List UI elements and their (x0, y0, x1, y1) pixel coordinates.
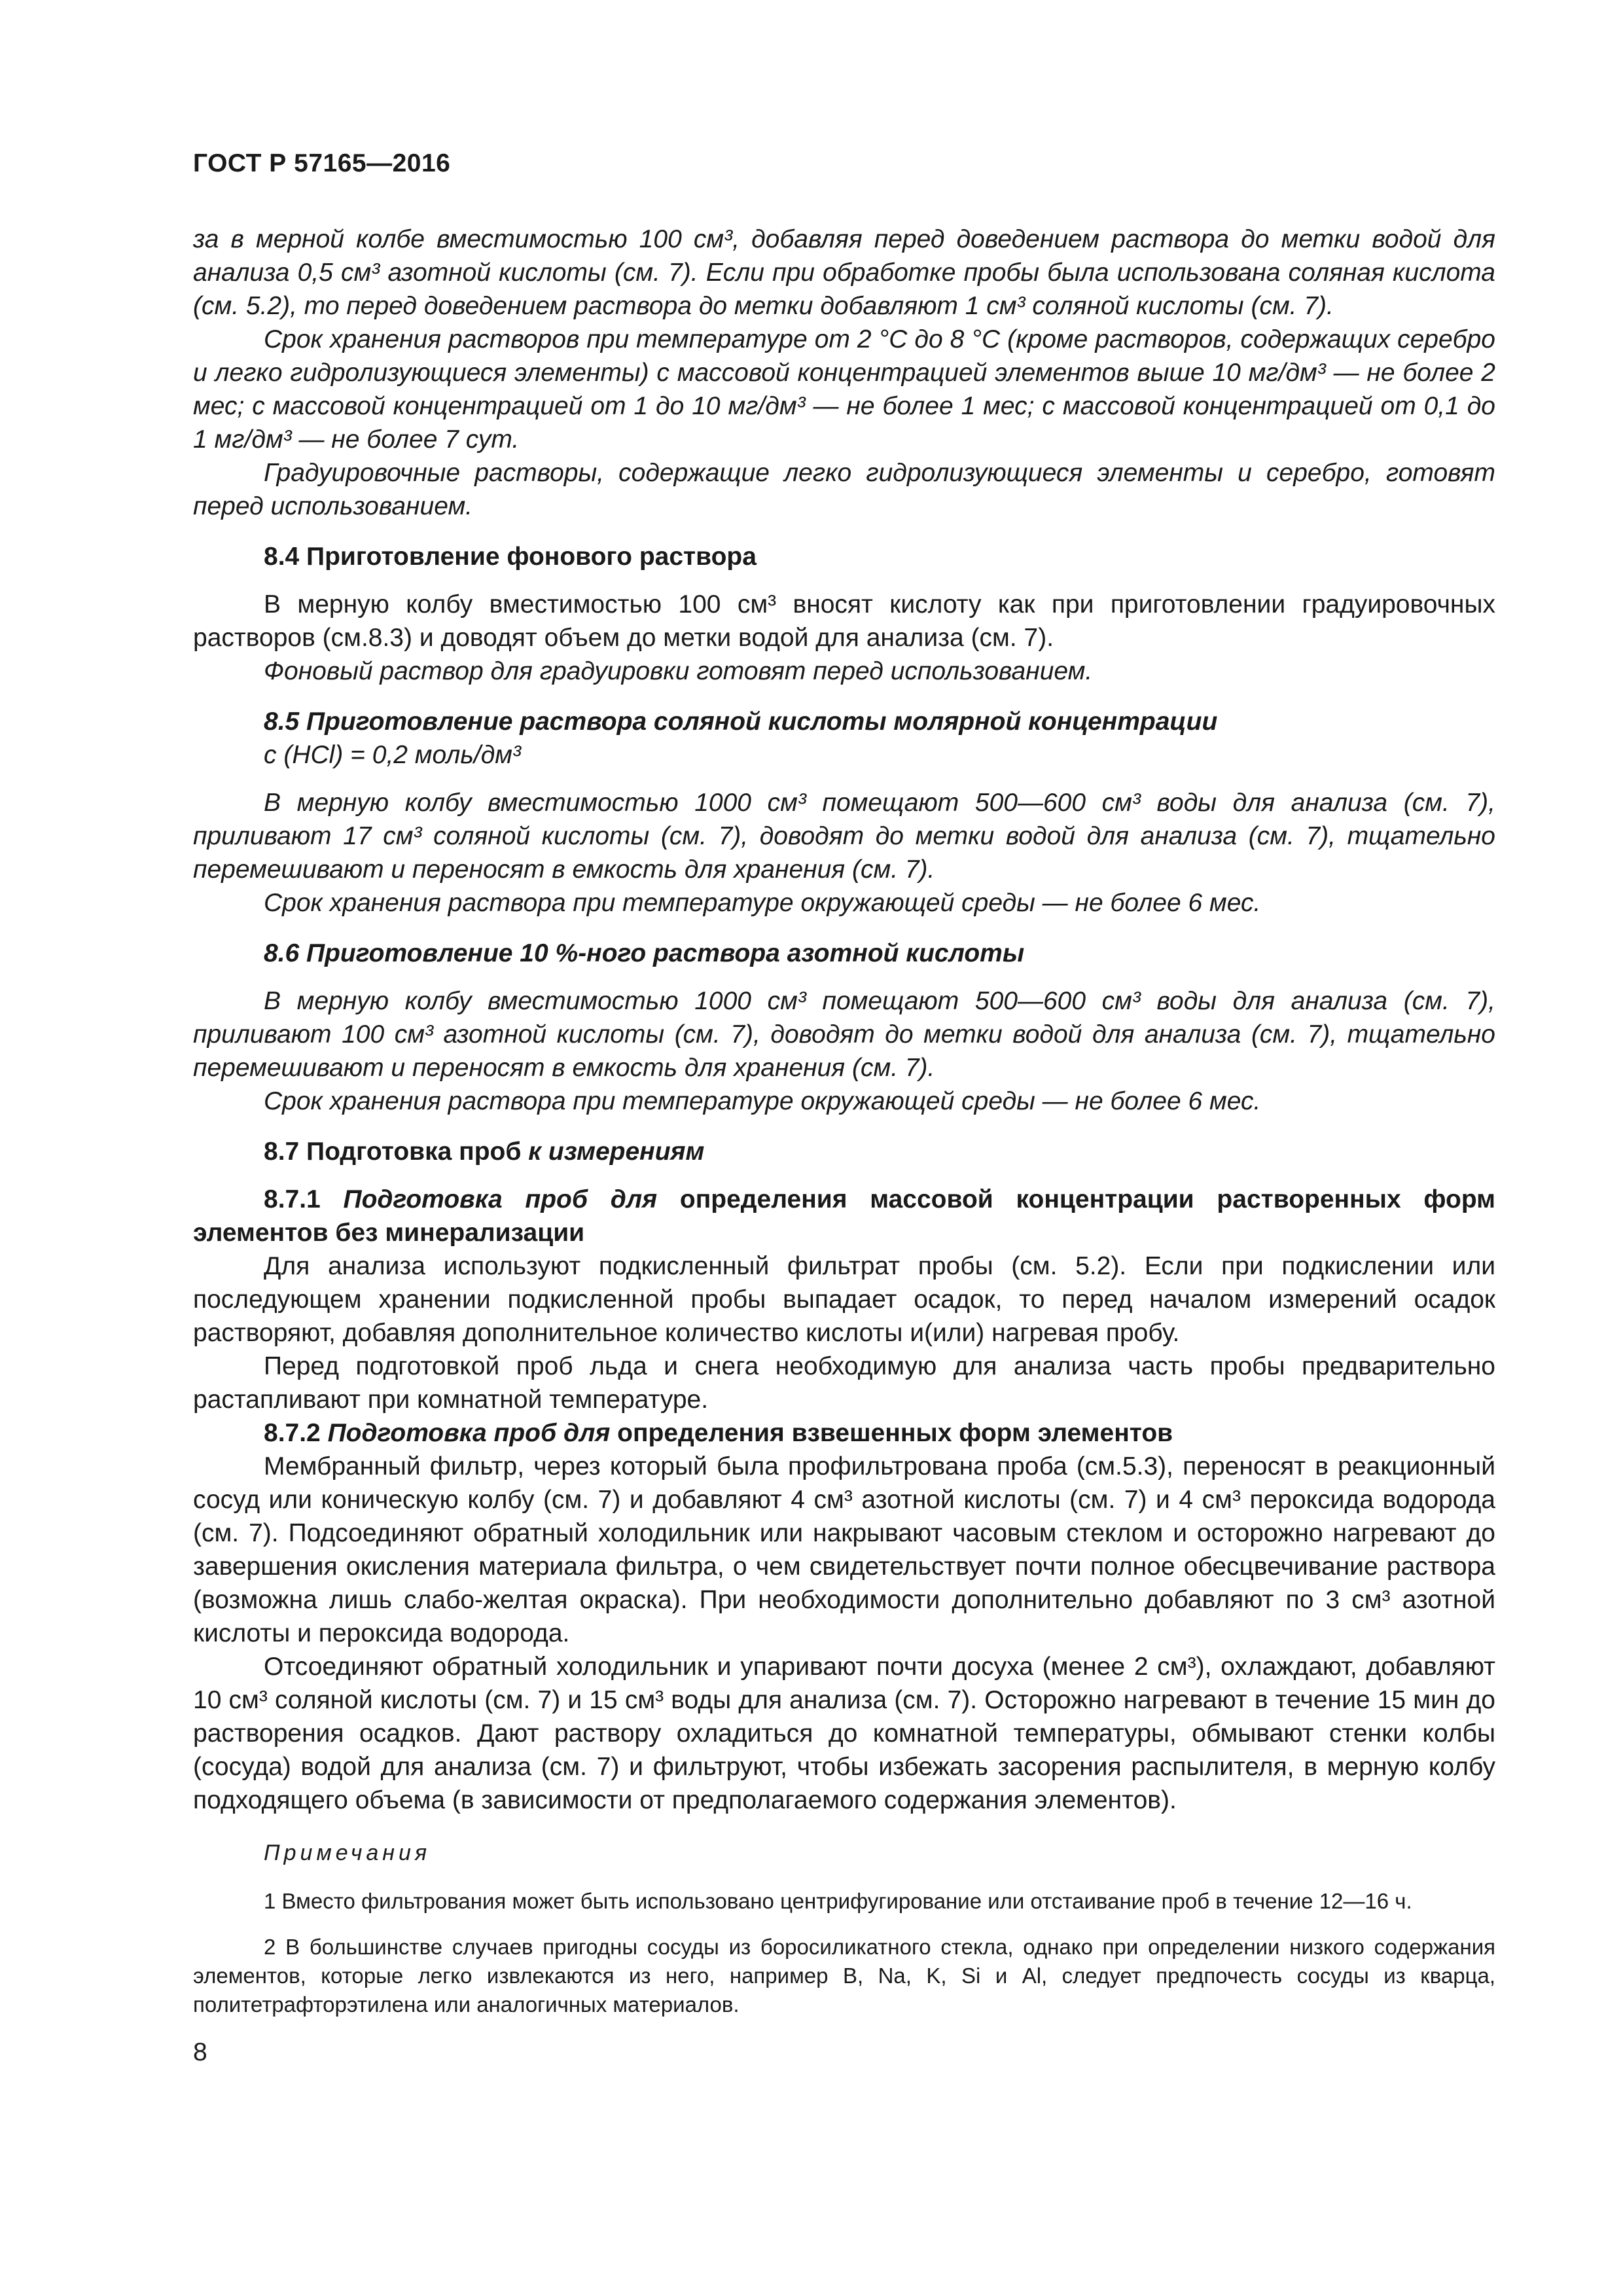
section-heading-8-6: 8.6 Приготовление 10 %-ного раствора азотной кислоты (264, 939, 1025, 967)
paragraph: В мерную колбу вместимостью 1000 см³ помещают 500—600 см³ воды для анализа (см. 7), приливают 17 см³ соляной кислоты (см. 7), доводят до метки водой для анализа (см. 7), тщательно перемешивают и переносят в емкость для хранения (см. 7). (193, 789, 1495, 884)
section-heading-8-4: 8.4 Приготовление фонового раствора (264, 543, 757, 571)
subsection-rest: определения массовой концентрации растворенных форм элементов без минерализации (193, 1185, 1496, 1247)
section-heading-8-7 (193, 1135, 1495, 1168)
notes-title: Примечания (264, 1840, 431, 1865)
subsection-heading-8-7-2 (193, 1416, 1495, 1450)
document-header: ГОСТ Р 57165—2016 (193, 149, 451, 177)
paragraph: Перед подготовкой проб льда и снега необходимую для анализа часть пробы предварительно растапливают при комнатной температуре. (193, 1352, 1495, 1414)
subsection-rest: определения взвешенных форм элементов (610, 1419, 1173, 1447)
page-number: 8 (193, 2038, 207, 2066)
paragraph: Срок хранения растворов при температуре от 2 °С до 8 °С (кроме растворов, содержащих серебро и легко гидролизующиеся элементы) с массовой концентрацией элементов выше 10 мг/дм³ — не более 2 мес; с массовой концентрацией от 1 до 10 мг/дм³ — не более 1 мес; с массовой концентрацией от 0,1 до 1 мг/дм³ — не более 7 сут. (193, 325, 1495, 454)
subsection-italic: Подготовка проб для (327, 1419, 611, 1447)
paragraph: Для анализа используют подкисленный фильтрат пробы (см. 5.2). Если при подкислении или последующем хранении подкисленной пробы выпадает осадок, то перед началом измерений осадок растворяют, добавляя дополнительное количество кислоты и(или) нагревая пробу. (193, 1252, 1495, 1347)
page-content (193, 223, 1495, 2019)
paragraph: В мерную колбу вместимостью 100 см³ вносят кислоту как при приготовлении градуировочных растворов (см.8.3) и доводят объем до метки водой для анализа (см. 7). (193, 590, 1495, 652)
paragraph: Срок хранения раствора при температуре окружающей среды — не более 6 мес. (264, 1087, 1261, 1115)
paragraph: В мерную колбу вместимостью 1000 см³ помещают 500—600 см³ воды для анализа (см. 7), приливают 100 см³ азотной кислоты (см. 7), доводят до метки водой для анализа (см. 7), тщательно перемешивают и переносят в емкость для хранения (см. 7). (193, 987, 1495, 1082)
paragraph: за в мерной колбе вместимостью 100 см³, добавляя перед доведением раствора до метки водой для анализа 0,5 см³ азотной кислоты (см. 7). Если при обработке пробы была использована соляная кислота (см. 5.2), то перед доведением раствора до метки добавляют 1 см³ соляной кислоты (см. 7). (193, 225, 1495, 320)
subsection-heading-8-7-1 (193, 1183, 1495, 1249)
note-item: 1 Вместо фильтрования может быть использовано центрифугирование или отстаивание проб в течение 12—16 ч. (264, 1889, 1412, 1913)
section-subheading-8-5: с (HCl) = 0,2 моль/дм³ (264, 741, 521, 769)
heading-regular: 8.7 Подготовка проб (264, 1138, 529, 1166)
subsection-italic: Подготовка проб для (343, 1185, 658, 1213)
heading-italic: к измерениям (528, 1138, 705, 1166)
paragraph: Фоновый раствор для градуировки готовят перед использованием. (264, 657, 1093, 685)
subsection-number: 8.7.1 (264, 1185, 344, 1213)
section-heading-8-5: 8.5 Приготовление раствора соляной кислоты молярной концентрации (264, 708, 1218, 736)
paragraph: Отсоединяют обратный холодильник и упаривают почти досуха (менее 2 см³), охлаждают, добавляют 10 см³ соляной кислоты (см. 7) и 15 см³ воды для анализа (см. 7). Осторожно нагревают в течение 15 мин до растворения осадков. Дают раствору охладиться до комнатной температуры, обмывают стенки колбы (сосуда) водой для анализа (см. 7) и фильтруют, чтобы избежать засорения распылителя, в мерную колбу подходящего объема (в зависимости от предполагаемого содержания элементов). (193, 1653, 1495, 1814)
paragraph: Градуировочные растворы, содержащие легко гидролизующиеся элементы и серебро, готовят перед использованием. (193, 459, 1495, 520)
paragraph: Срок хранения раствора при температуре окружающей среды — не более 6 мес. (264, 889, 1261, 917)
paragraph: Мембранный фильтр, через который была профильтрована проба (см.5.3), переносят в реакционный сосуд или коническую колбу (см. 7) и добавляют 4 см³ азотной кислоты (см. 7) и 4 см³ пероксида водорода (см. 7). Подсоединяют обратный холодильник или накрывают часовым стеклом и осторожно нагревают до завершения окисления материала фильтра, о чем свидетельствует почти полное обесцвечивание раствора (возможна лишь слабо-желтая окраска). При необходимости дополнительно добавляют по 3 см³ азотной кислоты и пероксида водорода. (193, 1452, 1495, 1647)
subsection-number: 8.7.2 (264, 1419, 328, 1447)
note-item: 2 В большинстве случаев пригодны сосуды из боросиликатного стекла, однако при определении низкого содержания элементов, которые легко извлекаются из него, например B, Na, K, Si и Al, следует предпочесть сосуды из кварца, политетрафторэтилена или аналогичных материалов. (193, 1935, 1495, 2017)
